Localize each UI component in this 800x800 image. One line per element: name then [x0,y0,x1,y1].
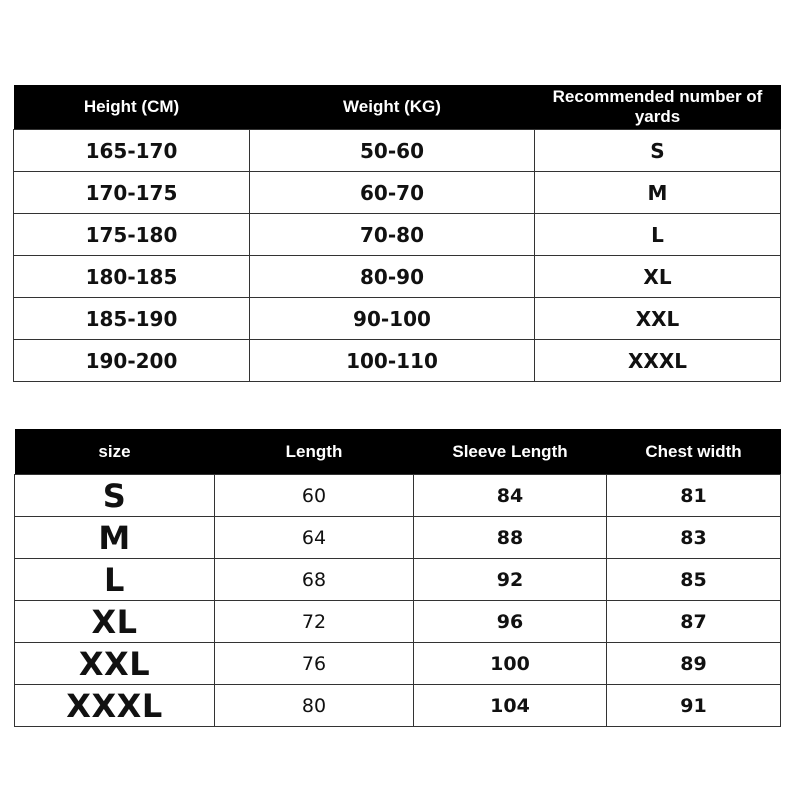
sleeve-length-cell: 104 [414,685,607,727]
header-size: size [15,429,215,475]
table-row [14,340,781,382]
chest-width-cell: 83 [607,517,781,559]
header-height: Height (CM) [14,85,250,130]
recommended-size-cell: S [535,130,781,172]
sleeve-length-cell: 100 [414,643,607,685]
weight-cell: 70-80 [250,214,535,256]
weight-cell: 100-110 [250,340,535,382]
chest-width-cell: 91 [607,685,781,727]
chest-width-cell: 89 [607,643,781,685]
height-cell: 175-180 [14,214,250,256]
height-cell: 185-190 [14,298,250,340]
table-row [15,685,781,727]
length-cell: 72 [215,601,414,643]
size-cell: XXXL [15,685,215,727]
size-cell: XL [15,601,215,643]
header-weight: Weight (KG) [250,85,535,130]
size-cell: S [15,475,215,517]
table-row [14,298,781,340]
recommended-size-cell: XXXL [535,340,781,382]
weight-cell: 50-60 [250,130,535,172]
recommended-size-cell: M [535,172,781,214]
table-row [15,601,781,643]
recommended-size-cell: XL [535,256,781,298]
sleeve-length-cell: 96 [414,601,607,643]
weight-cell: 90-100 [250,298,535,340]
chest-width-cell: 81 [607,475,781,517]
header-recommended-size: Recommended number of yards [535,85,781,130]
height-cell: 180-185 [14,256,250,298]
height-cell: 190-200 [14,340,250,382]
chest-width-cell: 85 [607,559,781,601]
table-row [14,130,781,172]
table-row [15,517,781,559]
length-cell: 60 [215,475,414,517]
weight-cell: 60-70 [250,172,535,214]
table-row [15,643,781,685]
length-cell: 76 [215,643,414,685]
table-row [15,475,781,517]
sleeve-length-cell: 92 [414,559,607,601]
length-cell: 80 [215,685,414,727]
height-cell: 165-170 [14,130,250,172]
size-cell: XXL [15,643,215,685]
height-cell: 170-175 [14,172,250,214]
table-row [14,214,781,256]
table-header-row [14,85,781,130]
weight-cell: 80-90 [250,256,535,298]
recommended-size-cell: L [535,214,781,256]
sleeve-length-cell: 88 [414,517,607,559]
height-weight-size-table [13,85,781,382]
size-cell: L [15,559,215,601]
size-measurement-table [14,429,781,727]
table-row [14,172,781,214]
header-sleeve-length: Sleeve Length [414,429,607,475]
table-row [15,559,781,601]
chest-width-cell: 87 [607,601,781,643]
recommended-size-cell: XXL [535,298,781,340]
sleeve-length-cell: 84 [414,475,607,517]
header-chest-width: Chest width [607,429,781,475]
length-cell: 68 [215,559,414,601]
table-header-row [15,429,781,475]
header-length: Length [215,429,414,475]
size-cell: M [15,517,215,559]
length-cell: 64 [215,517,414,559]
table-row [14,256,781,298]
